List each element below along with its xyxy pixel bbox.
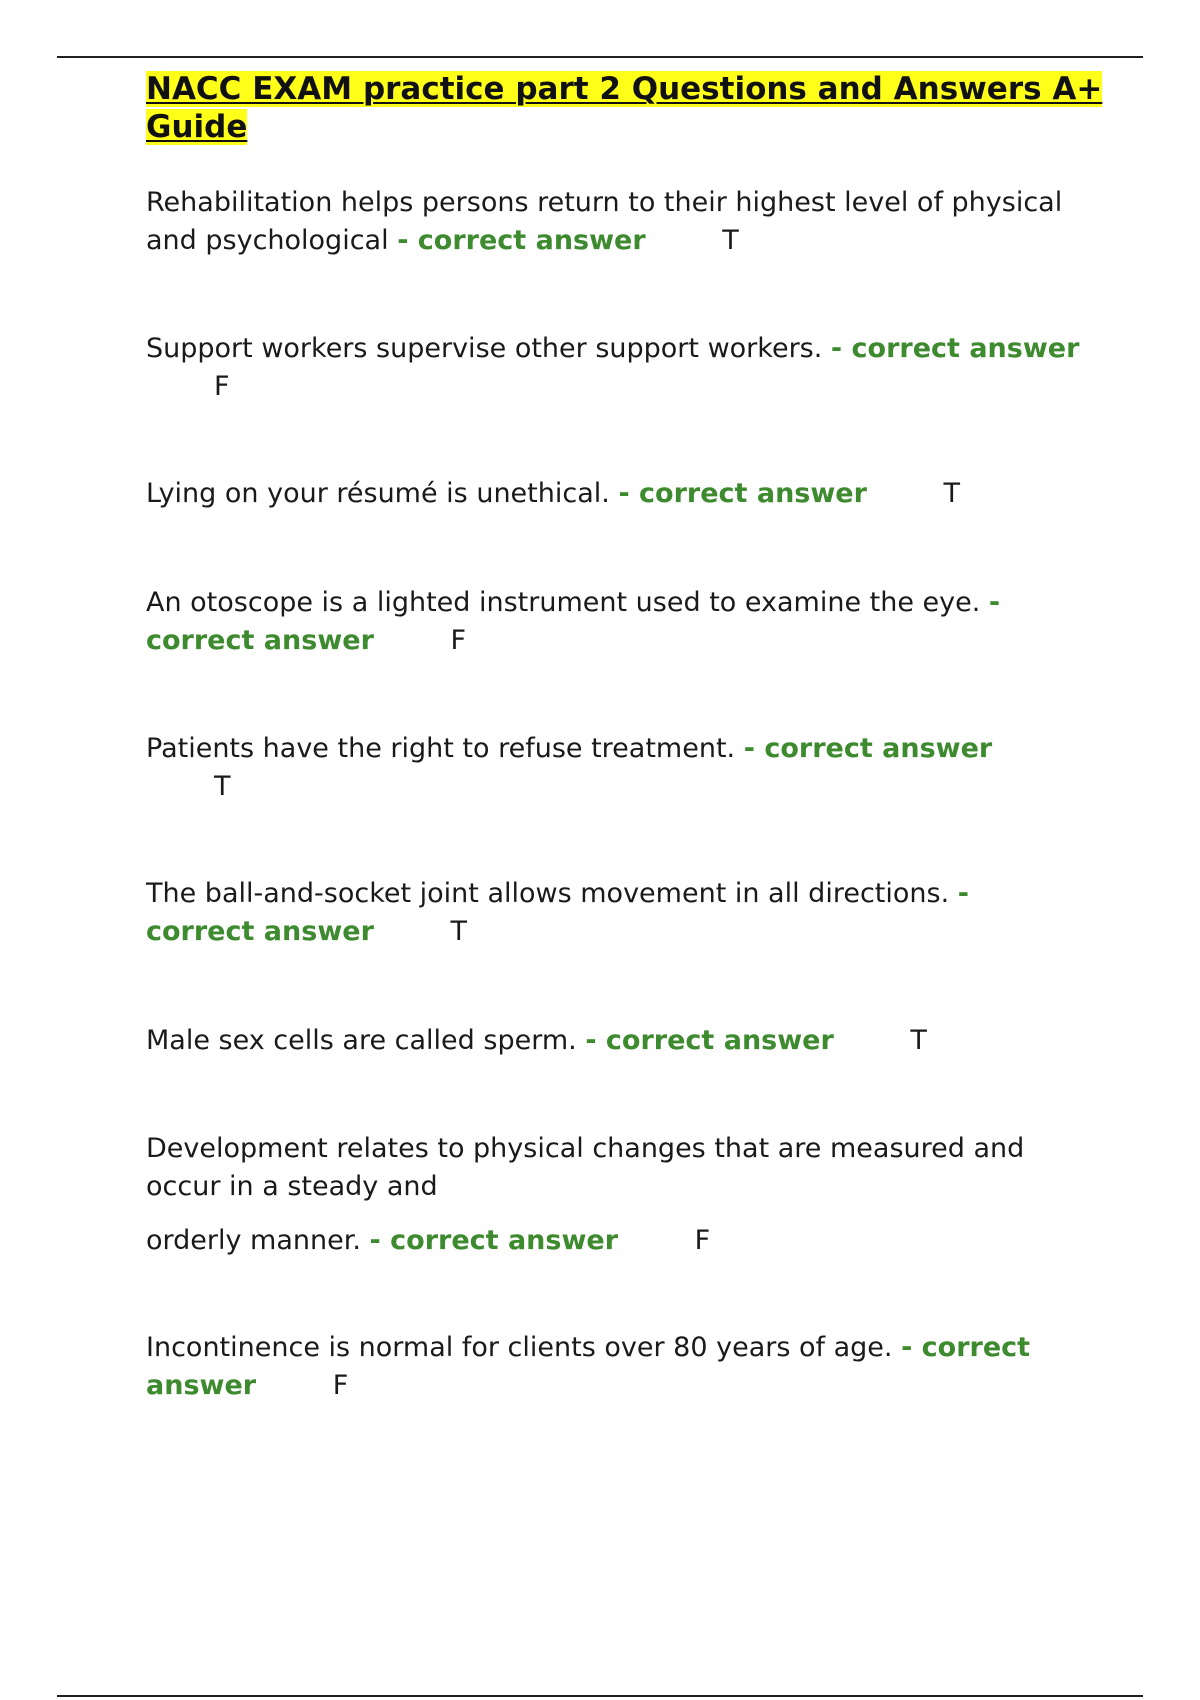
qa-item-4 [146,584,1086,660]
answer-value: T [910,1025,927,1056]
answer-value: T [722,225,739,256]
answer-value: F [332,1370,349,1401]
correct-answer-label: - correct answer [146,1332,1031,1401]
qa-item-2 [146,330,1086,406]
qa-item-9 [146,1329,1086,1405]
question-text: The ball-and-socket joint allows movement in all directions. [146,878,950,909]
correct-answer-label: - correct answer [743,733,993,764]
qa-item-5 [146,730,1086,806]
correct-answer-label: - correct answer [397,225,646,256]
question-text: Male sex cells are called sperm. [146,1025,577,1056]
qa-item-8 [146,1130,1086,1260]
question-text: Lying on your résumé is unethical. [146,478,610,509]
question-continuation-text: orderly manner. [146,1225,361,1256]
bottom-rule [57,1695,1143,1697]
correct-answer-label: - correct answer [618,478,867,509]
answer-value: F [450,625,467,656]
answer-value: F [214,371,230,402]
qa-item-3 [146,475,1086,513]
qa-item-7 [146,1022,1086,1060]
answer-value: F [694,1225,711,1256]
question-text: Patients have the right to refuse treatment. [146,733,736,764]
question-text: Rehabilitation helps persons return to their highest level of physical and psychological [146,187,1063,256]
answer-value: T [450,916,467,947]
question-text: Support workers supervise other support workers. [146,333,823,364]
top-rule [57,56,1143,58]
correct-answer-label: - correct answer [146,878,969,947]
correct-answer-label: - correct answer [585,1025,834,1056]
qa-item-6 [146,875,1086,951]
document-title [146,70,1106,146]
qa-item-1 [146,184,1086,260]
question-text: Development relates to physical changes that are measured and occur in a steady and [146,1133,1025,1202]
title-highlight: NACC EXAM practice part 2 Questions and Answers A+ Guide [146,71,1103,145]
question-text: An otoscope is a lighted instrument used to examine the eye. [146,587,981,618]
question-continuation [146,1222,1086,1260]
answer-value: T [943,478,961,509]
correct-answer-label: - correct answer [146,587,1001,656]
correct-answer-label: - correct answer [830,333,1080,364]
document-body [146,70,1106,1401]
question-text: Incontinence is normal for clients over 80 years of age. [146,1332,893,1363]
correct-answer-label: - correct answer [369,1225,619,1256]
answer-value: T [214,771,231,802]
